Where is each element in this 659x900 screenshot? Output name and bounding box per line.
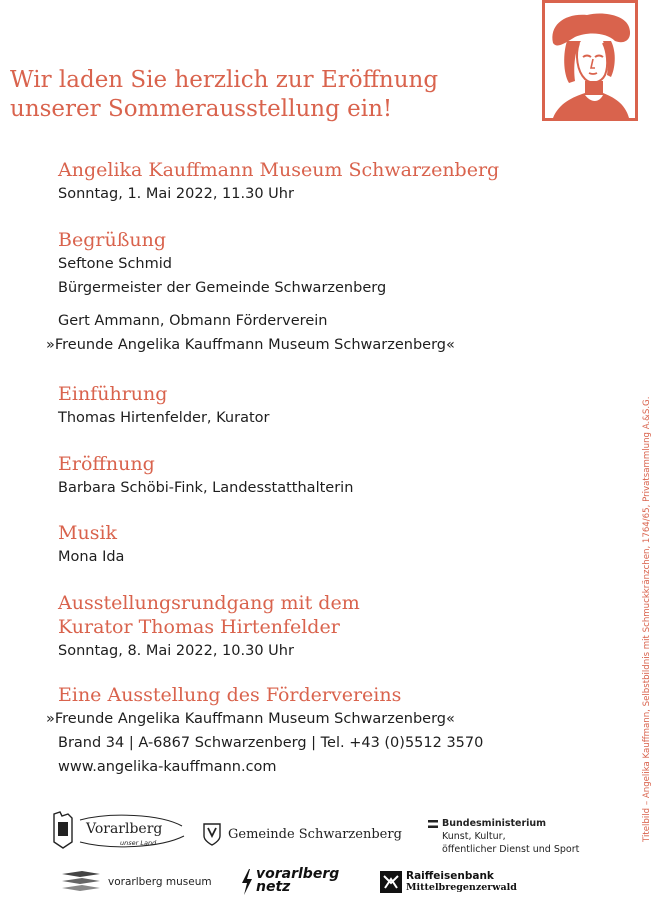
eroeffnung-section (58, 452, 578, 500)
bm-title: Bundesministerium (442, 818, 547, 829)
vorarlberg-logo-subtext: unser Land (120, 839, 157, 847)
begruessung-line-3: Gert Ammann, Obmann Förderverein (58, 313, 328, 329)
vorarlberg-museum-logo (60, 870, 212, 894)
portrait-illustration (545, 3, 635, 118)
lightning-icon (240, 869, 254, 895)
musik-section (58, 521, 578, 569)
raiffeisen-gable-icon (380, 871, 402, 893)
museum-stripes-icon (60, 870, 102, 894)
austria-flag-icon (428, 820, 438, 828)
begruessung-line-2: Bürgermeister der Gemeinde Schwarzenberg (58, 280, 387, 296)
musik-title: Musik (58, 522, 118, 544)
bm-line-2: öffentlicher Dienst und Sport (442, 844, 580, 855)
raiffeisen-line-1: Raiffeisenbank (406, 870, 494, 882)
musik-line-1: Mona Ida (58, 549, 125, 565)
museum-logo-text: vorarlberg museum (108, 876, 212, 888)
einfuehrung-section (58, 382, 578, 430)
raiffeisen-line-2: Mittelbregenzerwald (406, 882, 517, 893)
rundgang-title-line-2: Kurator Thomas Hirtenfelder (58, 616, 340, 638)
foerderverein-address: Brand 34 | A-6867 Schwarzenberg | Tel. +43 (0)5512 3570 (58, 735, 484, 751)
rundgang-section (58, 591, 578, 663)
bm-line-1: Kunst, Kultur, (442, 831, 506, 842)
einfuehrung-title: Einführung (58, 383, 168, 405)
venue-title: Angelika Kauffmann Museum Schwarzenberg (58, 159, 500, 181)
headline-line-2: unserer Sommerausstellung ein! (10, 96, 393, 122)
netz-line-2: netz (256, 879, 291, 895)
gemeinde-logo-text: Gemeinde Schwarzenberg (228, 826, 402, 842)
gemeinde-schwarzenberg-logo (202, 822, 402, 846)
portrait-logo (542, 0, 638, 121)
foerderverein-website-link[interactable]: www.angelika-kauffmann.com (58, 759, 277, 775)
venue-date: Sonntag, 1. Mai 2022, 11.30 Uhr (58, 186, 294, 202)
foerderverein-line-1: »Freunde Angelika Kauffmann Museum Schwarzenberg« (46, 711, 455, 727)
rundgang-date: Sonntag, 8. Mai 2022, 10.30 Uhr (58, 643, 294, 659)
einfuehrung-line-1: Thomas Hirtenfelder, Kurator (58, 410, 270, 426)
begruessung-section (46, 228, 578, 357)
raiffeisenbank-logo (380, 870, 520, 896)
vorarlberg-logo (50, 808, 190, 854)
vorarlberg-logo-text: Vorarlberg (86, 821, 163, 837)
begruessung-title: Begrüßung (58, 229, 167, 251)
invitation-headline (10, 66, 530, 124)
begruessung-line-4: »Freunde Angelika Kauffmann Museum Schwarzenberg« (46, 337, 455, 353)
begruessung-line-1: Seftone Schmid (58, 256, 172, 272)
netz-line-1: vorarlberg (256, 866, 340, 882)
gemeinde-crest-icon (202, 822, 222, 846)
headline-line-1: Wir laden Sie herzlich zur Eröffnung (10, 67, 439, 93)
rundgang-title-line-1: Ausstellungsrundgang mit dem (58, 592, 360, 614)
foerderverein-title: Eine Ausstellung des Fördervereins (58, 684, 402, 706)
eroeffnung-line-1: Barbara Schöbi-Fink, Landesstatthalterin (58, 480, 354, 496)
vorarlberg-netz-logo (240, 867, 350, 897)
eroeffnung-title: Eröffnung (58, 453, 155, 475)
foerderverein-section (46, 683, 578, 779)
image-credit: Titelbild – Angelika Kauffmann, Selbstbildnis mit Schmuckkränzchen, 1764/65, Privatsammlung A.&S.G. (642, 396, 652, 842)
venue-section (58, 158, 578, 206)
